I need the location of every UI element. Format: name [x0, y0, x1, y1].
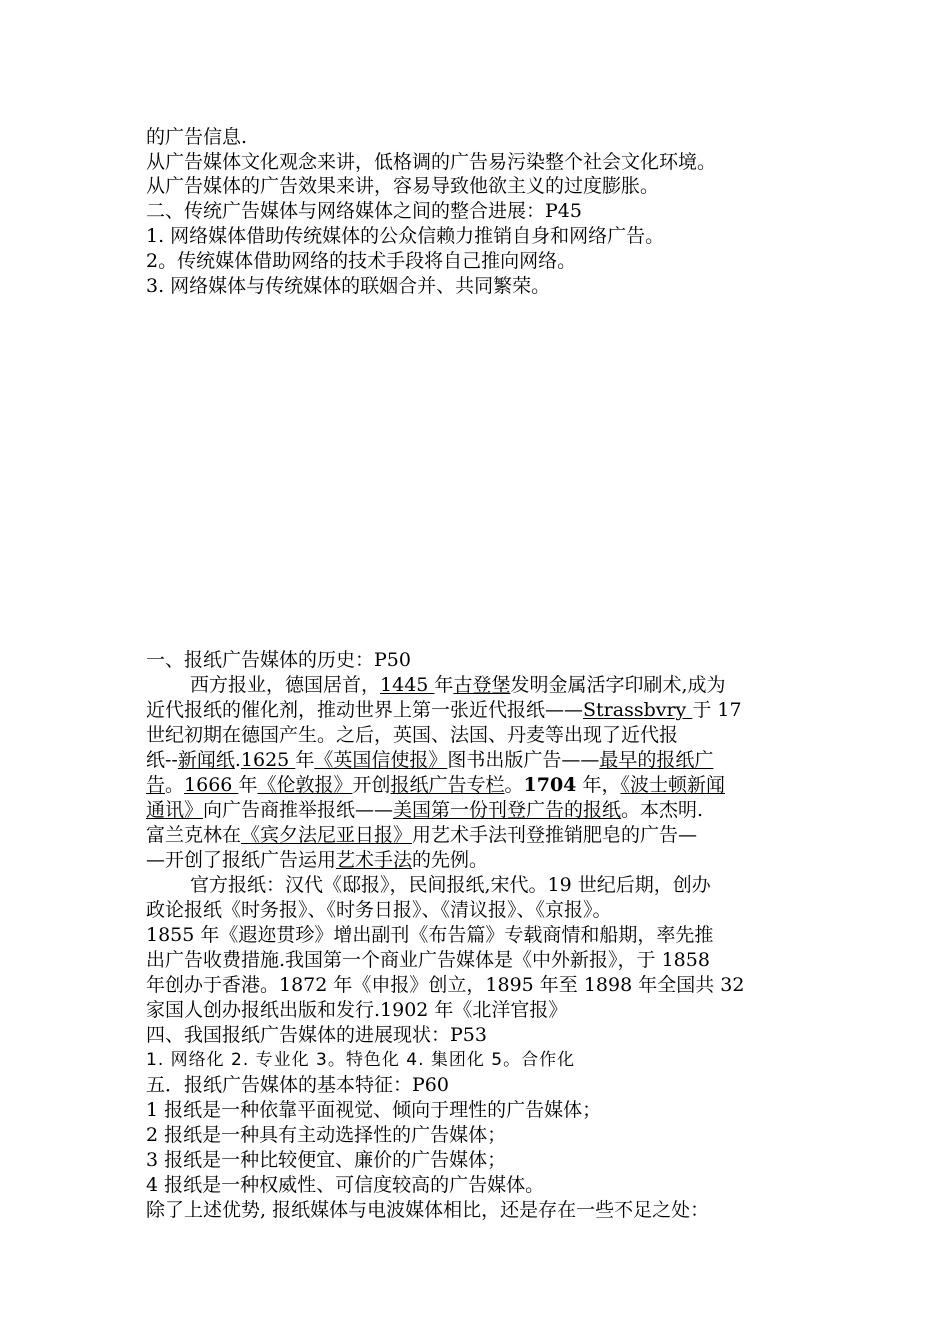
text-run: 用艺术手法刊登推销肥皂的广告— — [412, 824, 698, 846]
section-heading: 一、报纸广告媒体的历史：P50 — [146, 649, 411, 671]
link-text: 1445 — [380, 674, 435, 696]
text-run: 纸-- — [146, 749, 178, 771]
section-heading: 二、传统广告媒体与网络媒体之间的整合进展：P45 — [146, 200, 582, 222]
text-run: 年 — [295, 749, 315, 771]
text-run: 图书出版广告—— — [447, 749, 600, 771]
text-run: . — [234, 749, 241, 771]
link-text: 通讯》 — [146, 799, 204, 821]
text-run: 。本杰明. — [621, 799, 704, 821]
link-text: 告 — [146, 774, 166, 796]
paragraph-line: 1855 年《遐迩贯珍》增出副刊《布告篇》专载商情和船期，率先推 — [146, 924, 714, 946]
paragraph-line — [146, 823, 697, 847]
text-run: —开创了报纸广告运用 — [146, 849, 337, 871]
paragraph-line: 家国人创办报纸出版和发行.1902 年《北洋官报》 — [146, 999, 568, 1021]
text-run: 。 — [504, 774, 524, 796]
list-item: 1. 网络媒体借助传统媒体的公众信赖力推销自身和网络广告。 — [146, 225, 665, 247]
text-run: 。 — [165, 774, 185, 796]
paragraph-line — [146, 773, 725, 797]
text-line: 的广告信息. — [146, 126, 248, 148]
link-text: 《宾夕法尼亚日报》 — [241, 824, 413, 846]
text-run: 开创 — [352, 774, 391, 796]
text-run: 的先例。 — [412, 849, 489, 871]
paragraph-line: 出广告收费措施.我国第一个商业广告媒体是《中外新报》，于 1858 — [146, 949, 710, 971]
text-run: 年 — [434, 674, 454, 696]
paragraph-line: 政论报纸《时务报》、《时务日报》、《清议报》、《京报》。 — [146, 899, 612, 921]
link-text: 报纸广告专栏 — [390, 774, 505, 796]
link-text: 1666 — [184, 774, 239, 796]
section-heading: 四、我国报纸广告媒体的进展现状：P53 — [146, 1024, 487, 1046]
list-item: 2 报纸是一种具有主动选择性的广告媒体； — [146, 1124, 507, 1146]
text-run: 年， — [576, 774, 621, 796]
paragraph-line: 年创办于香港。1872 年《申报》创立，1895 年至 1898 年全国共 32 — [146, 974, 745, 996]
text-run: 于 17 — [692, 699, 742, 721]
paragraph-line — [146, 848, 488, 872]
paragraph-line: 官方报纸：汉代《邸报》，民间报纸,宋代。19 世纪后期，创办 — [190, 874, 711, 896]
link-text: 新闻纸 — [177, 749, 235, 771]
link-text: 1625 — [240, 749, 296, 771]
paragraph-line — [146, 748, 713, 772]
link-text: 最早的报纸广 — [599, 749, 714, 771]
paragraph-line — [190, 673, 726, 697]
bold-year: 1704 — [523, 774, 577, 796]
link-text: 《伦敦报》 — [257, 774, 353, 796]
text-line: 从广告媒体的广告效果来讲，容易导致他欲主义的过度膨胀。 — [146, 175, 660, 197]
link-text: Strassbvry — [583, 699, 693, 721]
link-text: 艺术手法 — [336, 849, 413, 871]
list-item: 3 报纸是一种比较便宜、廉价的广告媒体； — [146, 1149, 507, 1171]
section-heading: 五．报纸广告媒体的基本特征：P60 — [146, 1074, 449, 1096]
list-item: 3. 网络媒体与传统媒体的联姻合并、共同繁荣。 — [146, 275, 551, 297]
link-text: 美国第一份刊登广告的报纸 — [393, 799, 622, 821]
link-text: 《英国信使报》 — [314, 749, 448, 771]
paragraph-line — [146, 698, 742, 722]
list-item: 1. 网络化 2. 专业化 3。特色化 4. 集团化 5。合作化 — [146, 1050, 576, 1070]
link-text: 古登堡 — [453, 674, 511, 696]
text-run: 西方报业，德国居首， — [190, 674, 381, 696]
text-line: 从广告媒体文化观念来讲，低格调的广告易污染整个社会文化环境。 — [146, 151, 717, 173]
text-run: 向广告商推举报纸—— — [203, 799, 394, 821]
link-text: 《波士顿新闻 — [620, 774, 725, 796]
paragraph-line — [146, 798, 703, 822]
paragraph-line: 除了上述优势, 报纸媒体与电波媒体相比，还是存在一些不足之处： — [146, 1199, 710, 1221]
list-item: 4 报纸是一种权威性、可信度较高的广告媒体。 — [146, 1174, 545, 1196]
text-run: 发明金属活字印刷术,成为 — [510, 674, 726, 696]
text-run: 近代报纸的催化剂，推动世界上第一张近代报纸—— — [146, 699, 584, 721]
text-run: 富兰克林在 — [146, 824, 242, 846]
list-item: 1 报纸是一种依靠平面视觉、倾向于理性的广告媒体； — [146, 1099, 602, 1121]
paragraph-line: 世纪初期在德国产生。之后，英国、法国、丹麦等出现了近代报 — [146, 724, 679, 746]
list-item: 2。传统媒体借助网络的技术手段将自己推向网络。 — [146, 250, 577, 272]
text-run: 年 — [238, 774, 258, 796]
